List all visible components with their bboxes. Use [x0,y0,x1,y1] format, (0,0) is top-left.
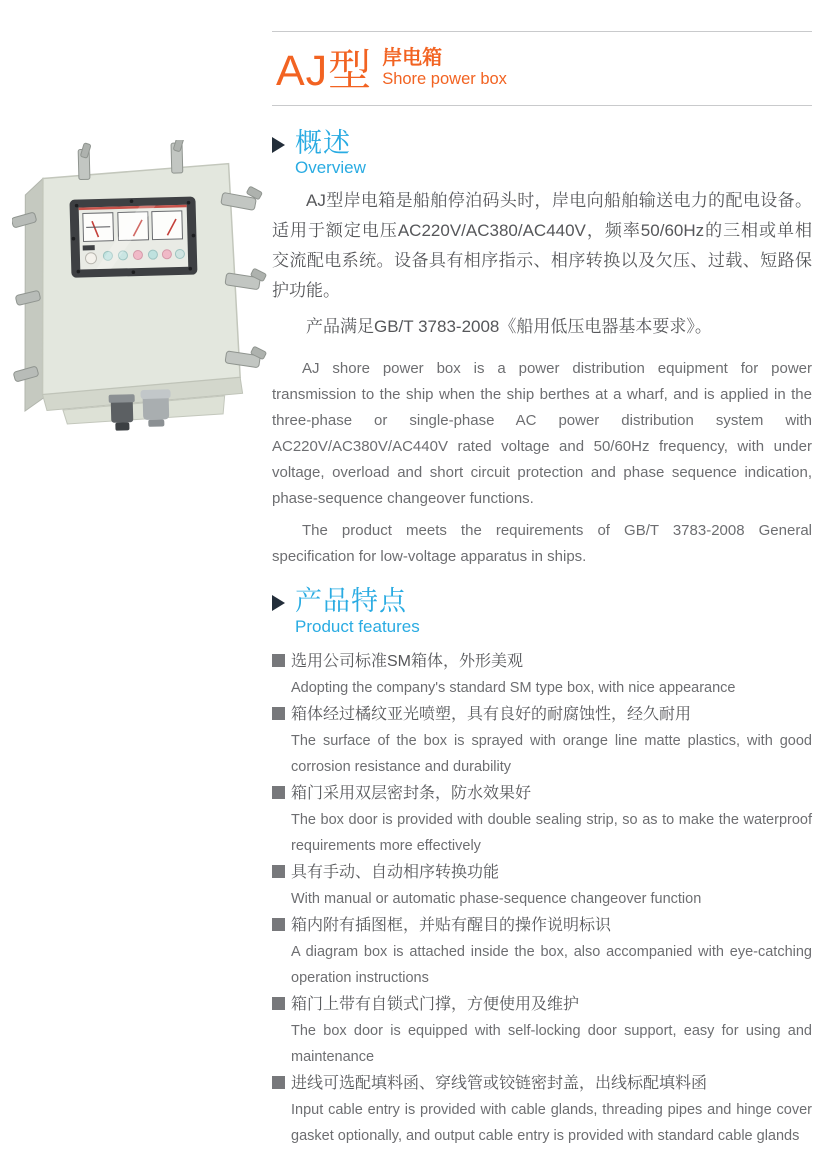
overview-title-zh: 概述 [295,127,351,158]
feature-item [272,860,812,912]
section-marker-icon [272,595,285,611]
model-subtitle [382,47,507,92]
feature-title-zh [272,913,812,939]
content-column [272,0,812,1150]
overview-paragraph-en-2: The product meets the requirements of GB/T 3783-2008 General specification for low-voltage apparatus in ships. [272,522,812,566]
product-name-zh: 岸电箱 [382,47,443,69]
product-name-en: Shore power box [382,70,507,88]
feature-item [272,649,812,701]
feature-item [272,781,812,859]
bullet-square-icon [272,865,285,878]
features-section-heading [272,586,812,637]
feature-text-en: Adopting the company's standard SM type box, with nice appearance [291,680,736,697]
feature-text-en: A diagram box is attached inside the box, also accompanied with eye-catching operation instructions [291,944,812,987]
feature-title-zh [272,1071,812,1097]
feature-text-en: Input cable entry is provided with cable glands, threading pipes and hinge cover gasket optionally, and output cable entry is provided with standard cable glands [291,1102,812,1145]
header-divider [272,105,812,106]
overview-title-en: Overview [295,158,366,178]
feature-text-en: The box door is equipped with self-locking door support, easy for using and maintenance [291,1023,812,1066]
bullet-square-icon [272,1076,285,1089]
product-photo [12,140,268,452]
feature-text-zh: 选用公司标准SM箱体，外形美观 [291,653,524,671]
feature-item [272,702,812,780]
feature-title-zh [272,992,812,1018]
section-marker-icon [272,137,285,153]
feature-item [272,913,812,991]
features-title-zh: 产品特点 [295,586,407,617]
overview-heading-text [295,128,366,179]
feature-text-en: With manual or automatic phase-sequence changeover function [291,891,702,908]
feature-text-zh: 进线可选配填料函、穿线管或铰链密封盖，出线标配填料函 [291,1075,708,1093]
overview-paragraph-en-1: AJ shore power box is a power distribution equipment for power transmission to the ship when the ship berthes at a wharf, and is applied in the three-phase or single-phase AC power distribution system with AC220V/AC380V/AC440V rated voltage and 50/60Hz frequency, with under voltage, overload and short circuit protection and phase sequence indication, phase-sequence changeover functions. [272,360,812,508]
features-heading-text [295,586,420,637]
bullet-square-icon [272,654,285,667]
feature-text-zh: 箱内附有插图框，并贴有醒目的操作说明标识 [291,917,612,935]
shore-power-box-illustration [12,140,268,452]
feature-text-zh: 箱门采用双层密封条，防水效果好 [291,785,532,803]
bullet-square-icon [272,918,285,931]
model-name: AJ型 [276,46,373,95]
feature-title-zh [272,860,812,886]
bullet-square-icon [272,786,285,799]
feature-text-en: The box door is provided with double sealing strip, so as to make the waterproof requirements more effectively [291,812,812,855]
feature-item [272,992,812,1070]
feature-title-zh [272,702,812,728]
overview-section-heading [272,128,812,179]
feature-title-zh [272,649,812,675]
feature-text-en: The surface of the box is sprayed with orange line matte plastics, with good corrosion resistance and durability [291,733,812,776]
bullet-square-icon [272,997,285,1010]
features-title-en: Product features [295,616,420,636]
feature-item [272,1071,812,1149]
bullet-square-icon [272,707,285,720]
feature-list [272,649,812,1149]
overview-paragraph-zh-1: AJ型岸电箱是船舶停泊码头时，岸电向船舶输送电力的配电设备。适用于额定电压AC220V/AC380/AC440V，频率50/60Hz的三相或单相交流配电系统。设备具有相序指示、相序转换以及欠压、过载、短路保护功能。 [272,191,812,301]
feature-text-zh: 具有手动、自动相序转换功能 [291,864,500,882]
meter-window-panel [69,197,197,278]
feature-text-zh: 箱体经过橘纹亚光喷塑，具有良好的耐腐蚀性，经久耐用 [291,706,692,724]
overview-paragraph-zh-2: 产品满足GB/T 3783-2008《船用低压电器基本要求》。 [306,317,712,337]
feature-text-zh: 箱门上带有自锁式门撑，方便使用及维护 [291,996,580,1014]
product-title-block [272,32,812,105]
feature-title-zh [272,781,812,807]
